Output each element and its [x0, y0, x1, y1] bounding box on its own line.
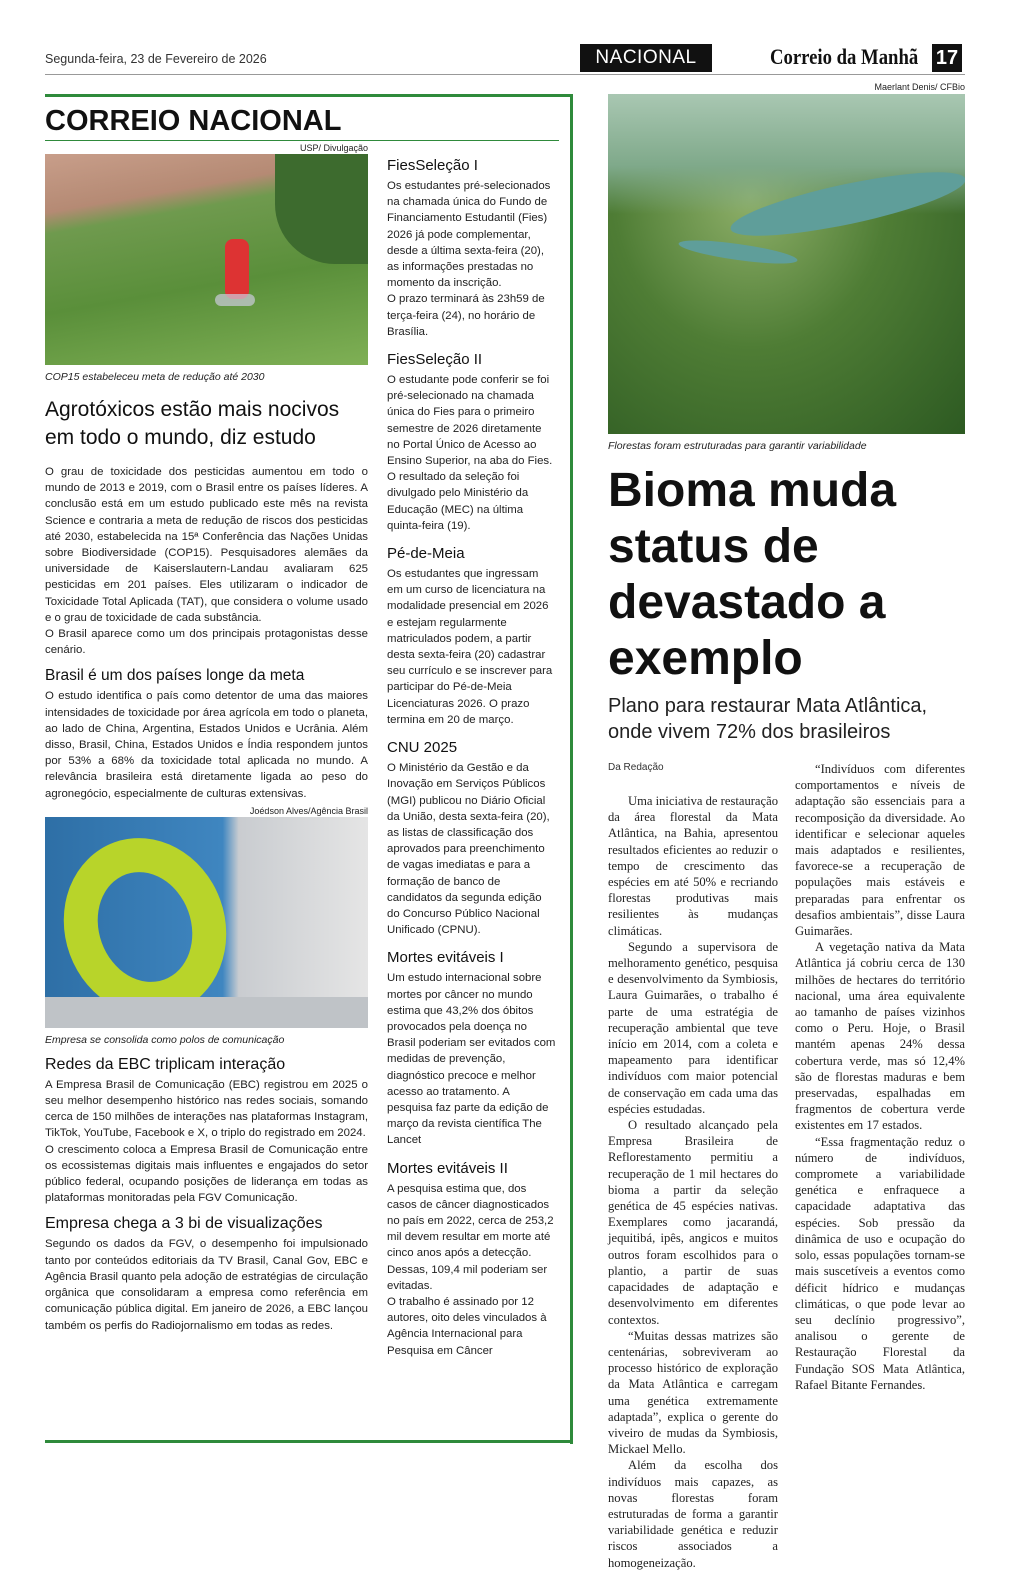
paragraph: Segundo os dados da FGV, o desempenho foi impulsionado tanto por conteúdos editoriais da TV Brasil, Canal Gov, EBC e Agência Brasil quanto pela adoção de estratégias de circulação orgânica que consolidaram a empresa como referência em comunicação pública digital. Em janeiro de 2026, a EBC lançou também os perfis do Radiojornalismo em todas as redes.: [45, 1238, 368, 1332]
news-brief: [387, 738, 557, 938]
article-body: [45, 1055, 368, 1334]
brief-title: CNU 2025: [387, 739, 458, 757]
paragraph: A Empresa Brasil de Comunicação (EBC) registrou em 2025 o seu melhor desempenho histórico nas redes sociais, somando cerca de 150 milhões de interações nas plataformas Instagram, TikTok, YouTube, Facebook e X, o triplo do registrado em 2024.: [45, 1078, 368, 1140]
photo-credit: Joédson Alves/Agência Brasil: [249, 805, 368, 816]
paragraph: O estudo identifica o país como detentor de uma das maiores intensidades de toxicidade por área agrícola em todo o planeta, ao lado de China, Argentina, Estados Unidos e Ucrânia. Além disso, Brasil, China, Estados Unidos e Índia respondem juntos por 53% a 68% da toxicidade total aplicada no mundo. A relevância brasileira está diretamente ligada ao peso do agronegócio, especialmente de culturas extensivas.: [45, 690, 368, 800]
subheading: Brasil é um dos países longe da meta: [45, 667, 305, 685]
photo-caption: Empresa se consolida como polos de comunicação: [45, 1033, 285, 1046]
paragraph: A pesquisa estima que, dos casos de câncer diagnosticados no país em 2022, cerca de 253,2 mil devem resultar em morte até cinco anos após a detecção. Dessas, 109,4 mil poderiam ser evitadas.: [387, 1182, 554, 1292]
frame-right-rule: [570, 94, 573, 1444]
news-brief: [387, 544, 557, 728]
article-columns: [608, 761, 965, 1571]
article-column-1-wrap: [608, 761, 778, 1571]
photo-credit: USP/ Divulgação: [299, 143, 368, 153]
paragraph: O prazo terminará às 23h59 de terça-feira (24), no horário de Brasília.: [387, 293, 545, 338]
paragraph: Um estudo internacional sobre mortes por câncer no mundo estima que 43,2% dos óbitos provocados pela doença no Brasil poderiam ser evitados com medidas de prevenção, diagnóstico precoce e melhor acesso ao tratamento. A pesquisa faz parte da edição de março da revista científica The Lancet: [387, 972, 556, 1147]
newspaper-logo: Correio da Manhã: [770, 44, 919, 69]
photo-forest-river-aerial: [608, 94, 965, 434]
left-column: [45, 104, 368, 1334]
paragraph: Além da escolha dos indivíduos mais capazes, as novas florestas foram estruturadas de forma a garantir variabilidade genética e reduzir riscos associados a homogeneização.: [608, 1458, 778, 1570]
main-headline: Bioma muda status de devastado a exemplo: [608, 464, 897, 685]
frame-bottom-rule: [45, 1440, 572, 1443]
news-brief: [387, 156, 557, 340]
paragraph: Uma iniciativa de restauração da área florestal da Mata Atlântica, na Bahia, apresentou resultados eficientes ao reduzir o tempo de crescimento das espécies em até 50% e recriando florestas produtivas mais resilientes às mudanças climáticas.: [608, 794, 778, 938]
subheading: Empresa chega a 3 bi de visualizações: [45, 1215, 323, 1233]
photo-caption: COP15 estabeleceu meta de redução até 2030: [45, 371, 265, 383]
brief-title: Mortes evitáveis II: [387, 1159, 508, 1177]
news-briefs-column: [387, 156, 557, 1369]
paragraph: O estudante pode conferir se foi pré-selecionado na chamada única do Fies para o primeiro semestre de 2026 diretamente no Portal Único de Acesso ao Ensino Superior, na aba do Fies.: [387, 374, 553, 468]
brief-title: Mortes evitáveis I: [387, 949, 504, 967]
issue-date: Segunda-feira, 23 de Fevereiro de 2026: [45, 52, 267, 66]
article-column-1: [608, 793, 778, 1571]
article-headline: Agrotóxicos estão mais nocivos em todo o mundo, diz estudo: [45, 398, 340, 449]
news-brief: [387, 350, 557, 534]
paragraph: O Ministério da Gestão e da Inovação em Serviços Públicos (MGI) publicou no Diário Oficial da União, desta sexta-feira (20), as listas de classificação dos aprovados para preenchimento de vagas imediatas e para a formação de banco de candidatos da segunda edição do Concurso Público Nacional Unificado (CPNU).: [387, 762, 550, 937]
brief-title: Pé-de-Meia: [387, 545, 465, 563]
article-body: [45, 464, 368, 802]
brief-title: FiesSeleção II: [387, 351, 483, 369]
paragraph: Os estudantes pré-selecionados na chamada única do Fundo de Financiamento Estudantil (Fies) 2026 já pode complementar, desde a última sexta-feira (20), as informações prestadas no momento da inscrição.: [387, 180, 551, 290]
section-label: NACIONAL: [580, 44, 712, 72]
article-column-2: [795, 761, 965, 1571]
photo-ebc-logo-sculpture: [45, 817, 368, 1028]
subheading: Redes da EBC triplicam interação: [45, 1055, 286, 1073]
paragraph: “Muitas dessas matrizes são centenárias, sobreviveram ao processo histórico de exploração da Mata Atlântica e carregam uma genética extremamente adaptada”, explica o gerente do viveiro de mudas da Symbiosis, Mickael Mello.: [608, 1328, 778, 1457]
right-column: [608, 82, 965, 1571]
photo-credit: Maerlant Denis/ CFBio: [874, 82, 965, 92]
paragraph: Segundo a supervisora de melhoramento genético, pesquisa e desenvolvimento da Symbiosis, Laura Guimarães, o trabalho é parte de uma estratégia de recuperação ambiental que teve início em 2014, com a coleta e mapeamento para identificar indivíduos com maior potencial de conservação em cada uma das espécies estudadas.: [608, 939, 778, 1116]
paragraph: O resultado da seleção foi divulgado pelo Ministério da Educação (MEC) na última quinta-feira (19).: [387, 471, 529, 532]
paragraph: O trabalho é assinado por 12 autores, oito deles vinculados à Agência Internacional para Pesquisa em Câncer: [387, 1295, 547, 1357]
paragraph: A vegetação nativa da Mata Atlântica já cobriu cerca de 130 milhões de hectares do território nacional, uma área equivalente ao tamanho de países vizinhos como o Peru. Hoje, o Brasil mantém apenas 24% dessa cobertura verde, mas só 12,4% são de florestas maduras e bem preservadas, espalhadas em fragmentos de cobertura verde existentes em 17 estados.: [795, 940, 965, 1133]
page-number: 17: [932, 44, 962, 72]
photo-farmer-spraying: [45, 154, 368, 365]
paragraph: O Brasil aparece como um dos principais protagonistas desse cenário.: [45, 628, 368, 657]
main-subheadline: Plano para restaurar Mata Atlântica, onde vivem 72% dos brasileiros: [608, 695, 928, 743]
paragraph: O crescimento coloca a Empresa Brasil de Comunicação entre os ecossistemas digitais mais influentes e engajados do setor público federal, ocupando posições de liderança em todas as plataformas monitoradas pela FGV Comunicação.: [45, 1143, 368, 1205]
paragraph: “Essa fragmentação reduz o número de indivíduos, compromete a variabilidade genética e enfraquece a capacidade adaptativa das espécies. Sob pressão da dinâmica de uso e ocupação do solo, essas populações tornam-se mais suscetíveis a eventos como déficit hídrico e mudanças climáticas, o que pode levar ao seu declínio progressivo”, analisou o gerente de Restauração Florestal da Fundação SOS Mata Atlântica, Rafael Bitante Fernandes.: [795, 1134, 965, 1392]
byline: Da Redação: [608, 762, 664, 773]
paragraph: O resultado alcançado pela Empresa Brasileira de Reflorestamento permitiu a recuperação de 1 mil hectares do bioma a partir da seleção genética de 45 espécies nativas. Exemplares como jacarandá, jequitibá, ipês, angicos e muitos outros foram escolhidos para o plantio, a partir de suas capacidades de adaptação e desenvolvimento em diferentes contextos.: [608, 1118, 778, 1327]
paragraph: O grau de toxicidade dos pesticidas aumentou em todo o mundo de 2013 e 2019, com o Brasil entre os países líderes. A conclusão está em um estudo publicado este mês na revista Science e contraria a meta de redução de riscos dos pesticidas até 2030, estabelecida na 15ª Conferência das Nações Unidas sobre Biodiversidade (COP15). Pesquisadores alemães da universidade de Kaiserslautern-Landau avaliaram 625 pesticidas em 201 países. Eles utilizaram o indicador de Toxicidade Total Aplicada (TAT), que considera o volume usado e o grau de toxicidade de cada substância.: [45, 466, 368, 624]
news-brief: [387, 948, 557, 1148]
paragraph: Os estudantes que ingressam em um curso de licenciatura na modalidade presencial em 2026 e estejam regularmente matriculados podem, a partir desta sexta-feira (20) cadastrar seu currículo e se inscrever para participar do Pé-de-Meia Licenciaturas 2026. O prazo termina em 20 de março.: [387, 568, 553, 726]
photo-caption: Florestas foram estruturadas para garantir variabilidade: [608, 440, 867, 452]
news-brief: [387, 1159, 557, 1359]
paragraph: “Indivíduos com diferentes comportamentos e níveis de adaptação são essenciais para a recomposição da diversidade. Ao identificar e selecionar aqueles mais adaptados e resilientes, favorece-se a recuperação de populações mais estáveis e preparadas para enfrentar os desafios ambientais”, disse Laura Guimarães.: [795, 762, 965, 939]
column-title: CORREIO NACIONAL: [45, 104, 559, 141]
header-rule: [45, 74, 965, 75]
frame-top-rule: [45, 94, 572, 97]
brief-title: FiesSeleção I: [387, 157, 478, 174]
